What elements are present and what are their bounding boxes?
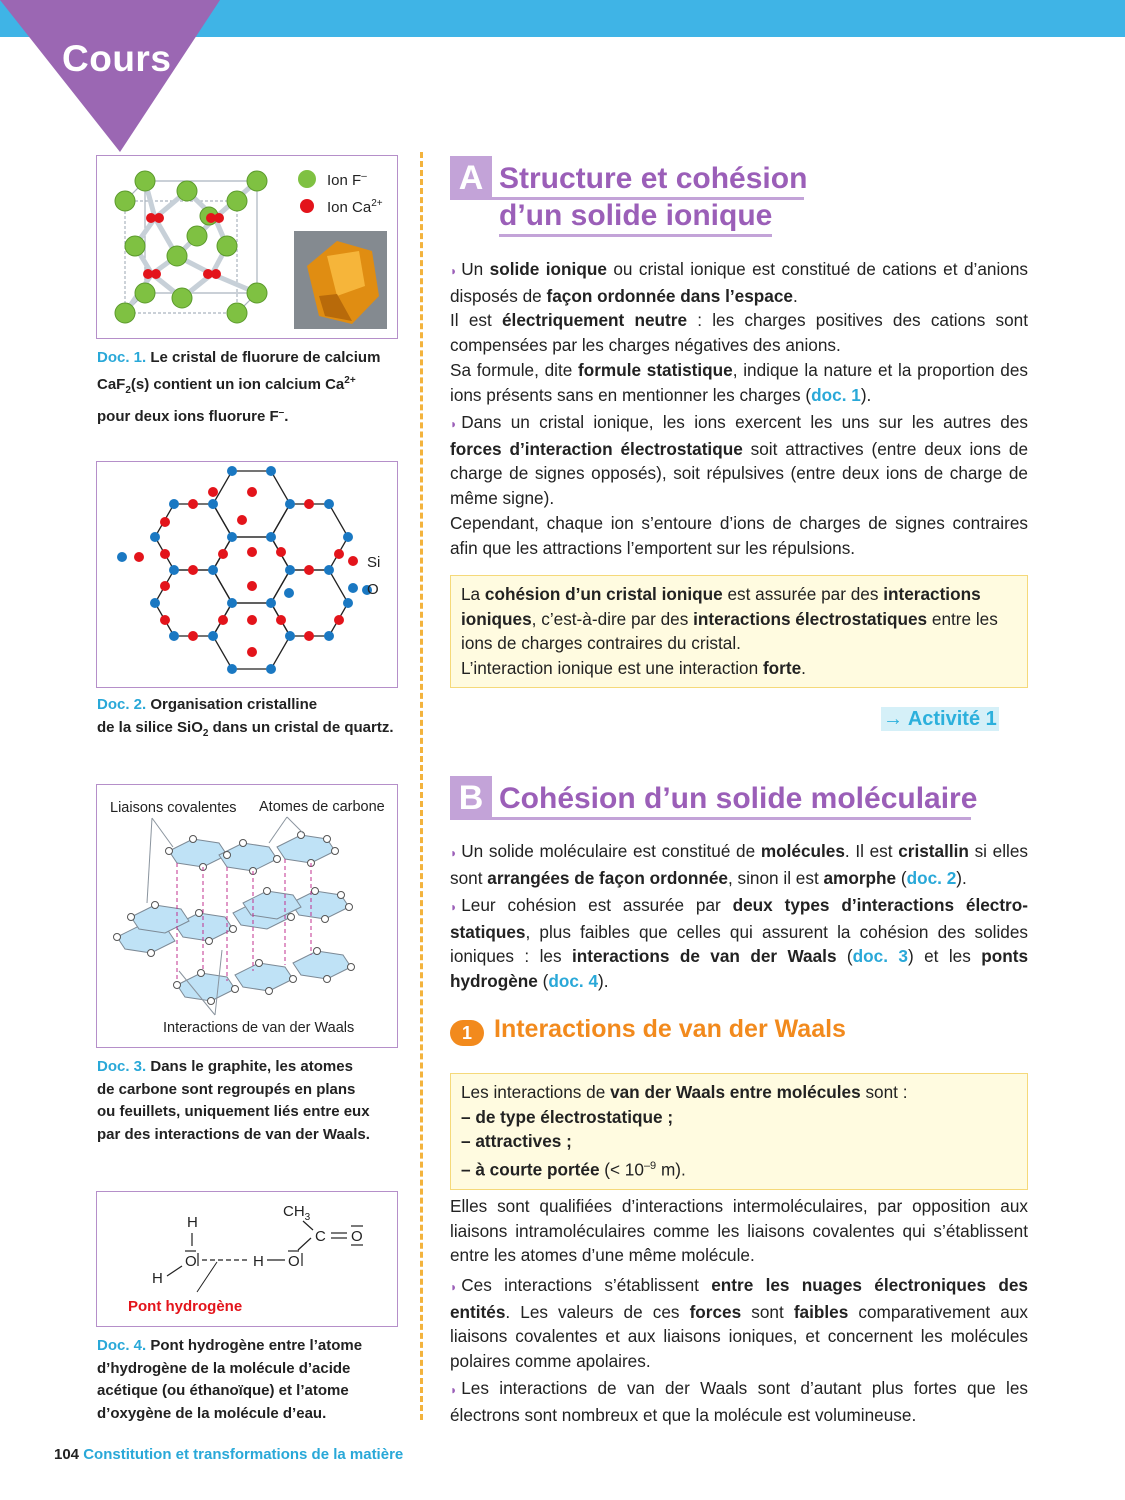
bullet-icon: ◗ bbox=[450, 1280, 458, 1294]
subsection-1-title: Interactions de van der Waals bbox=[494, 1015, 846, 1043]
bullet-icon: ◗ bbox=[450, 846, 458, 860]
section-b-paragraph-1: ◗ Un solide moléculaire est constitué de molécules. Il est cristallin si elles sont arrangées de façon ordonnée, sinon il est amorphe (doc. 2). bbox=[450, 841, 1029, 888]
page-number: 104 bbox=[54, 1446, 80, 1463]
doc2-figure bbox=[96, 461, 398, 688]
doc2-caption: Doc. 2. Organisation cristalline de la silice SiO$_2$ dans un cristal de quartz. bbox=[97, 696, 394, 739]
doc4-figure bbox=[96, 1191, 398, 1327]
bullet-icon: ◗ bbox=[450, 1383, 458, 1397]
svg-text:Liaisons covalentes: Liaisons covalentes bbox=[110, 800, 237, 816]
doc2-reference-link[interactable]: doc. 2 bbox=[906, 867, 957, 888]
section-b-paragraph-2: ◗ Leur cohésion est assurée par deux types d’interactions électrostatiques, plus faibles que celles qui assurent la cohésion des solides ioniques : les interactions de van der Waals (doc. 3) et les ponts hydrogène (doc. 4). bbox=[450, 895, 1029, 992]
section-a-letter: A bbox=[450, 156, 492, 200]
bullet-icon: ◗ bbox=[450, 417, 458, 431]
doc1-caption: Doc. 1. Le cristal de fluorure de calcium CaF$_2$(s) contient un ion calcium $Ca^{2+}$ pour deux ions fluorure F–. bbox=[97, 349, 381, 426]
section-b-paragraph-4: ◗ Ces interactions s’établissent entre les nuages électroniques des entités. Les valeurs de ces forces sont faibles comparativement aux liaisons covalentes et aux liaisons ioniques, et concernent les molécules polaires comme apolaires. bbox=[450, 1275, 1028, 1372]
section-b-letter: B bbox=[450, 776, 492, 820]
fluorite-lattice bbox=[97, 156, 397, 338]
svg-text:O: O bbox=[288, 1253, 300, 1270]
calcium-legend-icon bbox=[300, 199, 314, 213]
section-a-title-line2: d’un solide ionique bbox=[499, 199, 773, 232]
svg-text:O: O bbox=[351, 1228, 363, 1245]
svg-text:Pont hydrogène: Pont hydrogène bbox=[128, 1298, 243, 1315]
svg-text:Atomes de carbone: Atomes de carbone bbox=[259, 799, 385, 815]
chapter-title: Constitution et transformations de la matière bbox=[83, 1446, 404, 1463]
fluoride-legend-icon bbox=[298, 170, 316, 188]
fluorite-crystal-photo bbox=[294, 231, 387, 329]
svg-text:Si: Si bbox=[367, 554, 381, 571]
activity-1-link[interactable]: → Activité 1 bbox=[883, 708, 997, 730]
svg-text:CH3: $CH_3$ bbox=[283, 1203, 311, 1223]
section-b-title: Cohésion d’un solide moléculaire bbox=[499, 782, 978, 815]
svg-text:Interactions de van der Waals: Interactions de van der Waals bbox=[163, 1020, 355, 1036]
graphite-structure bbox=[97, 785, 397, 1047]
section-b-paragraph-5: ◗ Les interactions de van der Waals sont d’autant plus fortes que les électrons sont nombreux et que la molécule est volumineuse. bbox=[450, 1378, 1028, 1425]
si-legend-icon bbox=[348, 556, 358, 566]
column-divider bbox=[420, 152, 423, 1420]
o-legend-icon bbox=[348, 583, 358, 593]
subsection-1-badge: 1 bbox=[450, 1020, 484, 1046]
doc4-reference-link[interactable]: doc. 4 bbox=[548, 971, 599, 992]
section-b-title-underline bbox=[450, 817, 971, 820]
svg-text:H: H bbox=[187, 1214, 198, 1231]
svg-text:H: H bbox=[152, 1270, 163, 1287]
section-a-paragraph-1: ◗ Un solide ionique ou cristal ionique est constitué de cations et d’anions disposés de façon ordonnée dans l’espace. Il est électriquement neutre : les charges positives des cations sont compensées par les charges négatives des anions. Sa formule, dite formule statistique, indique la nature et la proportion des ions présents sans en mentionner les charges (doc. 1). bbox=[450, 259, 1028, 405]
section-a-paragraph-2: ◗ Dans un cristal ionique, les ions exercent les uns sur les autres des forces d’interaction électrostatique soit attractives (entre deux ions de charge de signes opposés), soit répulsives (entre deux ions de charge de même signe). Cependant, chaque ion s’entoure d’ions de charges de signes contraires afin que les attractions l’emportent sur les répulsions. bbox=[450, 412, 1028, 558]
bullet-icon: ◗ bbox=[450, 900, 458, 914]
bullet-icon: ◗ bbox=[450, 264, 458, 278]
svg-text:Ion F–: Ion F– bbox=[327, 171, 367, 189]
section-b-key-box: Les interactions de van der Waals entre molécules sont : – de type électrostatique ; – attractives ; – à courte portée (< $10^{-9}$ m). bbox=[450, 1073, 1028, 1190]
doc3-figure bbox=[96, 784, 398, 1048]
silica-structure bbox=[97, 462, 397, 687]
section-a-title-line1: Structure et cohésion bbox=[499, 162, 808, 195]
svg-text:O: O bbox=[185, 1253, 197, 1270]
svg-text:C: C bbox=[315, 1228, 326, 1245]
doc1-figure bbox=[96, 155, 398, 339]
doc3-reference-link[interactable]: doc. 3 bbox=[852, 946, 908, 967]
cours-triangle bbox=[0, 0, 230, 160]
section-b-paragraph-3: Elles sont qualifiées d’interactions intermoléculaires, par opposition aux liaisons intramoléculaires comme les liaisons covalentes qui s’établissent entre les atomes d’une même molécule. bbox=[450, 1196, 1028, 1266]
doc4-caption: Doc. 4. Pont hydrogène entre l’atome d’hydrogène de la molécule d’acide acétique (ou éthanoïque) et l’atome d’oxygène de la molécule d’eau. bbox=[97, 1337, 363, 1422]
doc1-reference-link[interactable]: doc. 1 bbox=[811, 384, 861, 405]
cours-tab-label: Cours bbox=[62, 38, 172, 79]
svg-text:H: H bbox=[253, 1253, 264, 1270]
section-a-key-box: La cohésion d’un cristal ionique est assurée par des interactions ioniques, c’est-à-dire par des interactions électrostatiques entre les ions de charges contraires du cristal. L’interaction ionique est une interaction forte. bbox=[450, 575, 1028, 688]
svg-text:Ion Ca2+: Ion $Ca^{2+}$ bbox=[327, 198, 383, 216]
hydrogen-bond-diagram bbox=[97, 1192, 397, 1326]
section-a-title-underline2 bbox=[499, 234, 772, 237]
doc3-caption: Doc. 3. Dans le graphite, les atomes de carbone sont regroupés en plans ou feuillets, uniquement liés entre eux par des interactions de van der Waals. bbox=[97, 1058, 370, 1143]
svg-text:O: O bbox=[367, 581, 379, 598]
page-footer bbox=[54, 1446, 403, 1463]
